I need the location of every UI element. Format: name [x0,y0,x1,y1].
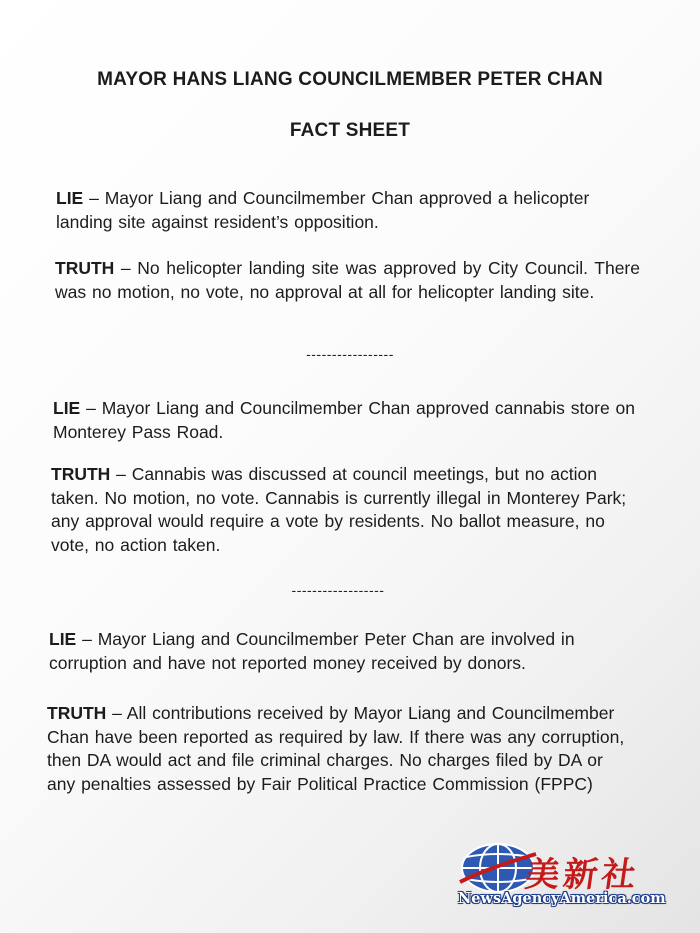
lie-statement-3 [49,628,624,675]
lie-text: – Mayor Liang and Councilmember Chan approved a helicopter landing site against resident’s opposition. [56,188,590,232]
truth-text: – No helicopter landing site was approved by City Council. There was no motion, no vote, no approval at all for helicopter landing site. [55,258,640,302]
watermark-url: NewsAgencyAmerica.com [458,890,666,907]
page-title: MAYOR HANS LIANG COUNCILMEMBER PETER CHAN [97,69,603,90]
truth-text: – Cannabis was discussed at council meetings, but no action taken. No motion, no vote. Cannabis is currently illegal in Monterey Park; any approval would require a vote by residents. No ballot measure, no vote, no action taken. [51,464,627,555]
lie-text: – Mayor Liang and Councilmember Chan approved cannabis store on Monterey Pass Road. [53,398,635,442]
lie-label: LIE [56,188,84,208]
truth-label: TRUTH [51,464,111,484]
watermark-chinese-name: 美新社 [522,855,643,895]
truth-statement-2 [51,463,636,557]
lie-label: LIE [49,629,77,649]
page-subtitle: FACT SHEET [289,120,411,141]
lie-statement-2 [53,397,643,444]
section-divider: ------------------ [291,582,385,598]
lie-statement-1 [56,187,626,234]
section-divider: ----------------- [306,346,394,362]
truth-text: – All contributions received by Mayor Liang and Councilmember Chan have been reported as required by law. If there was any corruption, then DA would act and file criminal charges. No charges filed by DA or any penalties assessed by Fair Political Practice Commission (FPPC) [47,703,625,794]
truth-label: TRUTH [47,703,107,723]
lie-text: – Mayor Liang and Councilmember Peter Chan are involved in corruption and have not reported money received by donors. [49,629,575,673]
truth-label: TRUTH [55,258,115,278]
truth-statement-1 [55,257,640,304]
lie-label: LIE [53,398,81,418]
truth-statement-3 [47,702,629,796]
news-agency-watermark [458,838,666,918]
